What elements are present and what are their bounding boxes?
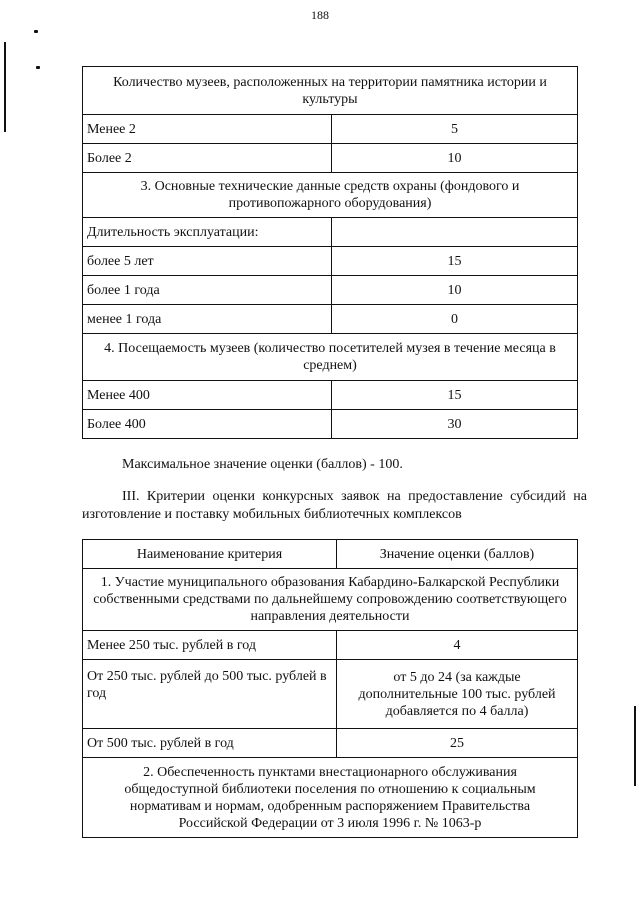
criterion-cell: Менее 2 xyxy=(83,115,332,144)
section-header-cell: Количество музеев, расположенных на территории памятника истории и культуры xyxy=(83,67,578,115)
table-row xyxy=(83,631,578,660)
scoring-table-library-complexes xyxy=(82,539,578,838)
table-header-row xyxy=(83,540,578,569)
table-section-header-row xyxy=(83,758,578,838)
criterion-cell: менее 1 года xyxy=(83,305,332,334)
scan-edge-mark-left xyxy=(4,42,6,132)
table-section-header-row xyxy=(83,173,578,218)
table-row xyxy=(83,381,578,410)
score-cell: 15 xyxy=(332,247,578,276)
table-row xyxy=(83,115,578,144)
section-heading: III. Критерии оценки конкурсных заявок на предоставление субсидий на изготовление и поставку мобильных библиотечных комплексов xyxy=(82,489,587,522)
table-section-header-row xyxy=(83,67,578,115)
table-row xyxy=(83,144,578,173)
score-cell: 0 xyxy=(332,305,578,334)
criterion-cell: От 500 тыс. рублей в год xyxy=(83,729,337,758)
score-cell: от 5 до 24 (за каждые дополнительные 100 тыс. рублей добавляется по 4 балла) xyxy=(337,660,578,729)
section-header-cell: 2. Обеспеченность пунктами внестационарного обслуживания общедоступной библиотеки поселения по отношению к социальным нормативам и нормам, одобренным распоряжением Правительства Российской Федерации от 3 июля 1996 г. № 1063-р xyxy=(83,758,578,838)
section-header-cell: 4. Посещаемость музеев (количество посетителей музея в течение месяца в среднем) xyxy=(83,334,578,381)
criterion-cell: более 5 лет xyxy=(83,247,332,276)
criterion-cell: Менее 250 тыс. рублей в год xyxy=(83,631,337,660)
scan-edge-mark-right xyxy=(634,706,636,786)
table-row xyxy=(83,218,578,247)
table-row xyxy=(83,660,578,729)
table-row xyxy=(83,410,578,439)
criterion-cell: Более 2 xyxy=(83,144,332,173)
table-row xyxy=(83,247,578,276)
table-row xyxy=(83,729,578,758)
table-section-header-row xyxy=(83,334,578,381)
criterion-cell: Длительность эксплуатации: xyxy=(83,218,332,247)
section-header-cell: 1. Участие муниципального образования Кабардино-Балкарской Республики собственными средствами по дальнейшему сопровождению соответствующего направления деятельности xyxy=(83,569,578,631)
criterion-cell: более 1 года xyxy=(83,276,332,305)
score-cell: 4 xyxy=(337,631,578,660)
criterion-cell: Менее 400 xyxy=(83,381,332,410)
column-header-score: Значение оценки (баллов) xyxy=(337,540,578,569)
max-score-note: Максимальное значение оценки (баллов) - 100. xyxy=(122,457,403,472)
criterion-cell: От 250 тыс. рублей до 500 тыс. рублей в год xyxy=(83,660,337,729)
score-cell: 10 xyxy=(332,144,578,173)
table-section-header-row xyxy=(83,569,578,631)
scan-dot xyxy=(36,66,40,69)
score-cell: 25 xyxy=(337,729,578,758)
scan-dot xyxy=(34,30,38,33)
table-row xyxy=(83,276,578,305)
score-cell: 10 xyxy=(332,276,578,305)
page-number: 188 xyxy=(311,8,329,22)
score-cell: 15 xyxy=(332,381,578,410)
table-row xyxy=(83,305,578,334)
criterion-cell: Более 400 xyxy=(83,410,332,439)
score-cell: 5 xyxy=(332,115,578,144)
scoring-table-museums xyxy=(82,66,578,439)
score-cell: 30 xyxy=(332,410,578,439)
section-header-cell: 3. Основные технические данные средств охраны (фондового и противопожарного оборудования) xyxy=(83,173,578,218)
score-cell xyxy=(332,218,578,247)
column-header-criterion: Наименование критерия xyxy=(83,540,337,569)
